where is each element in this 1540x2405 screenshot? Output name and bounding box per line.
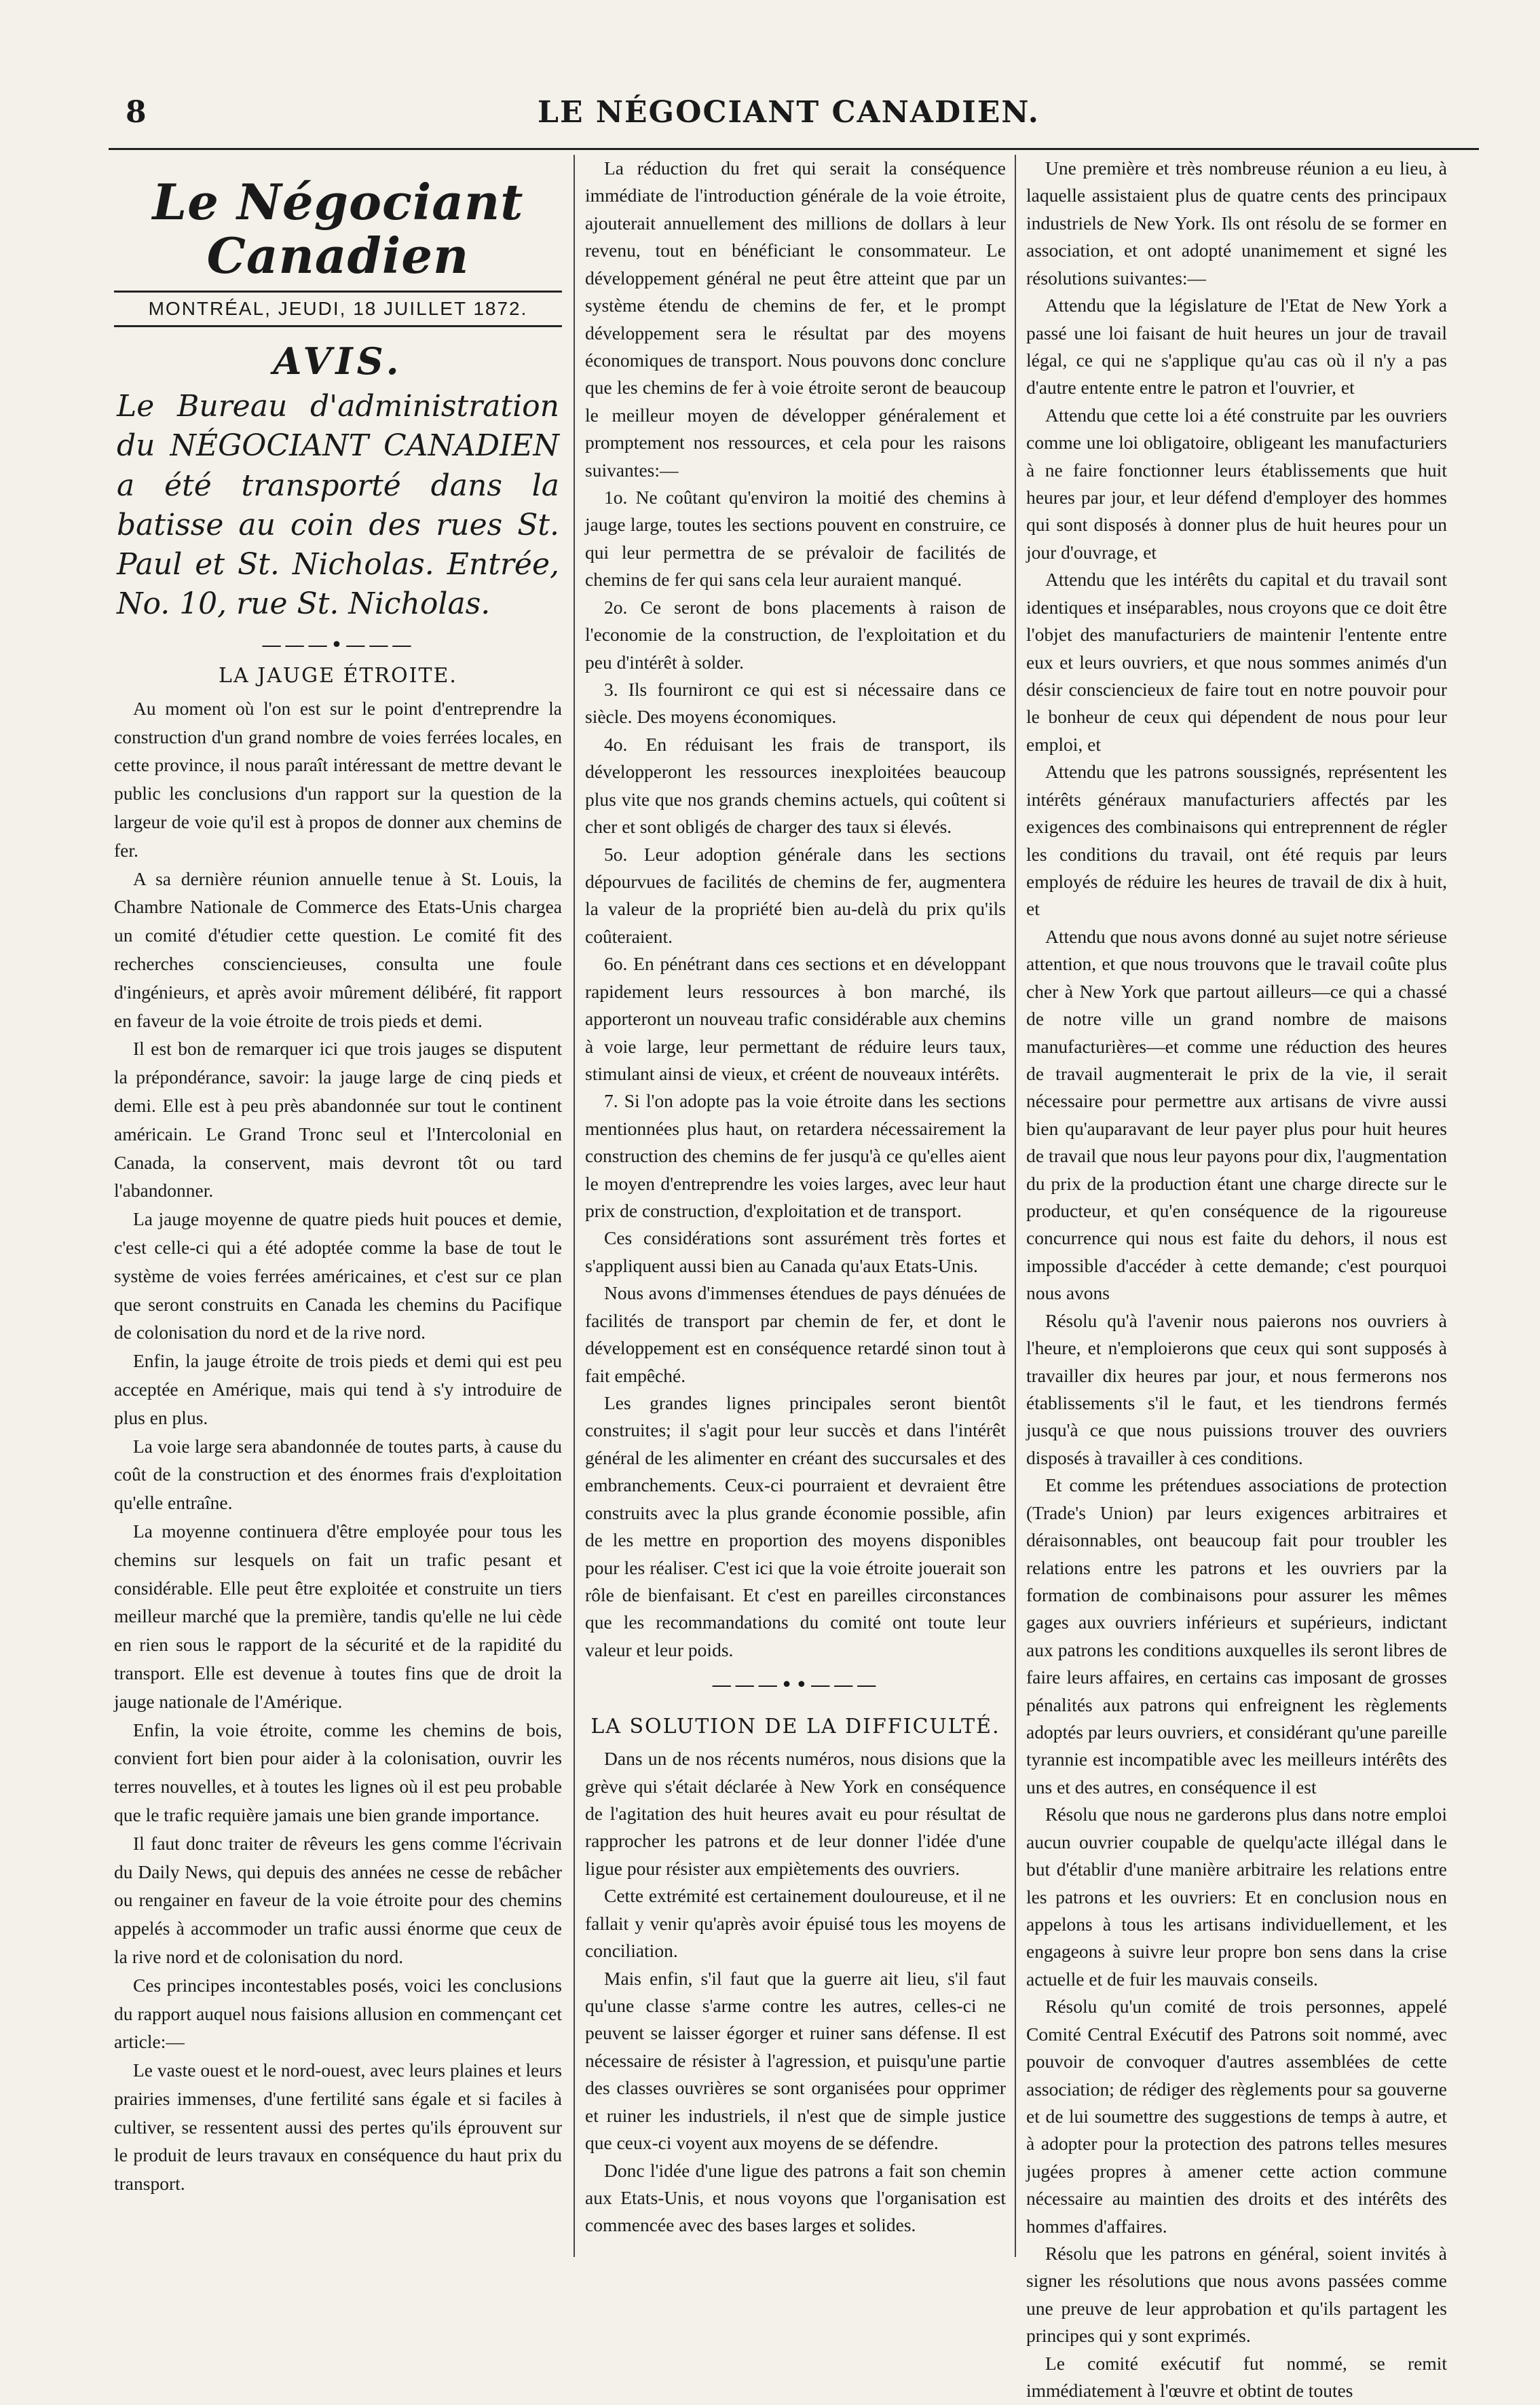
paragraph: Attendu que nous avons donné au sujet notre sérieuse attention, et que nous trouvons que le travail coûte plus cher à New York que partout ailleurs—ce qui a chassé de notre ville un grand nombre de maisons manufacturières—et comme une réduction des heures de travail augmenterait le prix de la vie, il serait nécessaire pour permettre aux artisans de vivre aussi bien qu'auparavant de leur payer plus pour huit heures de travail que nous leur payons pour dix, l'augmentation du prix de la production étant une charge directe sur le producteur, et qu'en conséquence de la rigoureuse concurrence qui nous est faite du dehors, il nous est impossible d'accéder à cette demande; c'est pourquoi nous avons (1026, 925, 1447, 1304)
paragraph: Nous avons d'immenses étendues de pays dénuées de facilités de transport par chemin de fer, et dont le développement est en conséquence retardé sinon tout à fait empêché. (585, 1282, 1006, 1386)
column-1 (114, 155, 562, 2257)
article-body-continued (585, 155, 1006, 1664)
paragraph: 3. Ils fourniront ce qui est si nécessaire dans ce siècle. Des moyens économiques. (585, 679, 1006, 728)
article-body (585, 1745, 1006, 2239)
paragraph: La jauge moyenne de quatre pieds huit pouces et demie, c'est celle-ci qui a été adoptée comme la base de tout le système de voies ferrées américaines, et c'est sur ce plan que seront construits en Canada les chemins du Pacifique de colonisation du nord et de la rive nord. (114, 1208, 562, 1343)
paragraph: Au moment où l'on est sur le point d'entreprendre la construction d'un grand nombre de voies ferrées locales, en cette province, il nous paraît intéressant de mettre devant le public les conclusions d'un rapport sur la question de la largeur de voie qu'il est à propos de donner aux chemins de fer. (114, 697, 562, 861)
paragraph: Ces principes incontestables posés, voici les conclusions du rapport auquel nous faisions allusion en commençant cet article:— (114, 1974, 562, 2053)
paragraph: Enfin, la jauge étroite de trois pieds et demi qui est peu acceptée en Amérique, mais qui tend à s'y introduire de plus en plus. (114, 1350, 562, 1428)
paragraph: 4o. En réduisant les frais de transport, ils développeront les ressources inexploitées beaucoup plus vite que nos grands chemins actuels, qui coûtent si cher et sont obligés de charger des taux si élevés. (585, 733, 1006, 838)
running-header (119, 95, 1459, 143)
paragraph: A sa dernière réunion annuelle tenue à St. Louis, la Chambre Nationale de Commerce des Etats-Unis chargea un comité d'étudier cette question. Le comité fit des recherches consciencieuses, consulta une foule d'ingénieurs, et après avoir mûrement délibéré, fit rapport en faveur de la voie étroite de trois pieds et demi. (114, 868, 562, 1031)
column-3 (1026, 155, 1447, 2402)
paragraph: Attendu que la législature de l'Etat de New York a passé une loi faisant de huit heures un jour de travail légal, ce qui ne s'applique qu'au cas où il n'y a pas d'autre entente entre le patron et l'ouvrier, et (1026, 295, 1447, 398)
paragraph: 6o. En pénétrant dans ces sections et en développant rapidement leurs ressources à bon marché, ils apporteront un nouveau trafic considérable aux chemins à voie large, leur permettant de réduire leurs taux, stimulant ainsi de vieux, et créent de nouveaux intérêts. (585, 953, 1006, 1084)
article-title: LA SOLUTION DE LA DIFFICULTÉ. (590, 1715, 1000, 1739)
paragraph: Attendu que cette loi a été construite par les ouvriers comme une loi obligatoire, obligeant les manufacturiers à ne faire fonctionner leurs établissements que huit heures par jour, et leur défend d'employer des hommes qui sont disposés à donner plus de huit heures pour un jour d'ouvrage, et (1026, 404, 1447, 563)
paragraph: Enfin, la voie étroite, comme les chemins de bois, convient fort bien pour aider à la colonisation, ouvrir les terres nouvelles, et à toutes les lignes où il est peu probable que le trafic requière jamais une bien grande importance. (114, 1719, 562, 1825)
paragraph: La moyenne continuera d'être employée pour tous les chemins sur lesquels on fait un trafic pesant et considérable. Elle peut être exploitée et construite un tiers meilleur marché que la première, tandis qu'elle ne lui cède en rien sous le rapport de la sécurité et de la rapidité du transport. Elle est devenue à toutes fins que de droit la jauge nationale de l'Amérique. (114, 1520, 562, 1712)
paragraph: Et comme les prétendues associations de protection (Trade's Union) par leurs exigences arbitraires et déraisonnables, ont beaucoup fait pour troubler les relations entre les patrons et les ouvriers par la formation de combinaisons pour assurer les mêmes gages aux ouvriers inférieurs et supérieurs, indictant aux patrons les conditions auxquelles ils seront libres de faire leurs affaires, en certains cas imposant de grosses pénalités aux patrons qui enfreignent les règlements adoptés par leurs ouvriers, et considérant qu'une pareille tyrannie est incompatible avec les meilleurs intérêts des uns et des autres, en conséquence il est (1026, 1474, 1447, 1797)
paragraph: Résolu que les patrons en général, soient invités à signer les résolutions que nous avons passées comme une preuve de leur approbation et qu'ils partagent les principes qui y sont exprimés. (1026, 2243, 1447, 2347)
separator: ———•——— (261, 633, 415, 657)
paragraph: 2o. Ce seront de bons placements à raison de l'economie de la construction, de l'exploitation et du peu d'intérêt à solder. (585, 596, 1006, 673)
paragraph: 5o. Leur adoption générale dans les sections dépourvues de facilités de chemins de fer, augmentera la valeur de la propriété bien au-delà du prix qu'ils coûteraient. (585, 843, 1006, 947)
paragraph: Le vaste ouest et le nord-ouest, avec leurs plaines et leurs prairies immenses, d'une fertilité sans égale et si faciles à cultiver, se ressentent aussi des pertes qu'ils éprouvent sur le produit de leurs travaux en conséquence du haut prix du transport. (114, 2059, 562, 2195)
separator: ———••——— (711, 1673, 880, 1698)
column-divider (1015, 155, 1016, 2257)
article-title: LA JAUGE ÉTROITE. (219, 663, 457, 688)
avis-notice: Le Bureau d'administration du NÉGOCIANT CANADIEN a été transporté dans la batisse au coin des rues St. Paul et St. Nicholas. Entrée, No. 10, rue St. Nicholas. (117, 389, 559, 621)
paragraph: Résolu que nous ne garderons plus dans notre emploi aucun ouvrier coupable de quelqu'acte illégal dans le but d'établir d'une manière arbitraire les relations entre les patrons et les ouvriers: Et en conclusion nous en appelons à tous les artisans individuellement, et les engageons à suivre leur propre bon sens dans la crise actuelle et de fuir les mauvais conseils. (1026, 1804, 1447, 1990)
paragraph: Cette extrémité est certainement douloureuse, et il ne fallait y venir qu'après avoir épuisé tous les moyens de conciliation. (585, 1885, 1006, 1962)
column-2 (585, 155, 1006, 2257)
paragraph: Résolu qu'un comité de trois personnes, appelé Comité Central Exécutif des Patrons soit nommé, avec pouvoir de convoquer d'autres assemblées de cette association; de rédiger des règlements pour sa gouverne et de lui soumettre des suggestions de temps à autre, et à adopter pour la protection des patrons telles mesures jugées propres à amener cette action commune nécessaire au maintien des droits et des intérêts des hommes d'affaires. (1026, 1996, 1447, 2237)
paragraph: Il faut donc traiter de rêveurs les gens comme l'écrivain du Daily News, qui depuis des années ne cesse de rebâcher ou rengainer en faveur de la voie étroite pour des chemins appelés à accommoder un trafic aussi énorme que ceux de la rive nord et de colonisation du nord. (114, 1832, 562, 1967)
header-rule (109, 148, 1479, 150)
article-body-continued (1026, 155, 1447, 2405)
avis-heading: AVIS. (273, 339, 403, 384)
masthead-title: Le Négociant Canadien (152, 173, 524, 285)
paragraph: La réduction du fret qui serait la conséquence immédiate de l'introduction générale de la voie étroite, ajouterait annuellement des millions de dollars à leur revenu, tout en bénéficiant le consommateur. Le développement général ne peut être atteint que par un système étendu de chemins de fer, et le prompt développement sera le résultat par des moyens économiques de transport. Nous pouvons donc conclure que les chemins de fer à voie étroite seront de beaucoup le meilleur moyen de développer généralement et promptement nos ressources, et cela pour les raisons suivantes:— (585, 157, 1006, 481)
paragraph: Les grandes lignes principales seront bientôt construites; il s'agit pour leur succès et dans l'intérêt général de les alimenter en créant des succursales et des embranchements. Ceux-ci pourraient et devraient être construits avec la plus grande économie possible, afin de les mettre en proportion des moyens disponibles pour les réaliser. C'est ici que la voie étroite jouerait son rôle de bienfaisant. Et c'est en pareilles circonstances que les recommandations du comité ont toute leur valeur et leur poids. (585, 1392, 1006, 1660)
paragraph: Attendu que les intérêts du capital et du travail sont identiques et inséparables, nous croyons que ce doit être l'objet des manufacturiers de maintenir l'entente entre eux et leurs ouvriers, et que nous sommes animés d'un désir consciencieux de faire tout en notre pouvoir pour le bonheur de ceux qui dépendent de nous pour leur emploi, et (1026, 569, 1447, 755)
paragraph: Mais enfin, s'il faut que la guerre ait lieu, s'il faut qu'une classe s'arme contre les autres, celles-ci ne peuvent se laisser égorger et ruiner sans défense. Il est nécessaire de résister à l'agression, et puisqu'une partie des classes ouvrières se sont organisées pour opprimer et ruiner les industriels, il n'est que de simple justice que ceux-ci voyent aux moyens de se défendre. (585, 1967, 1006, 2154)
paragraph: Le comité exécutif fut nommé, se remit immédiatement à l'œuvre et obtint de toutes (1026, 2352, 1447, 2402)
paragraph: Il est bon de remarquer ici que trois jauges se disputent la prépondérance, savoir: la jauge large de cinq pieds et demi. Elle est à peu près abandonnée sur tout le continent américain. Le Grand Tronc seul et l'Intercolonial en Canada, la conservent, mais devront tôt ou tard l'abandonner. (114, 1038, 562, 1201)
paragraph: Dans un de nos récents numéros, nous disions que la grève qui s'était déclarée à New York en conséquence de l'agitation des huit heures avait eu pour résultat de rapprocher les patrons et de leur donner l'idée d'une ligue pour résister aux empiètements des ouvriers. (585, 1748, 1006, 1879)
paragraph: 7. Si l'on adopte pas la voie étroite dans les sections mentionnées plus haut, on retardera nécessairement la construction des chemins de fer jusqu'à ce qu'elles aient le moyen d'entreprendre les voies larges, avec leur haut prix de construction, d'exploitation et de transport. (585, 1090, 1006, 1222)
paragraph: Donc l'idée d'une ligue des patrons a fait son chemin aux Etats-Unis, et nous voyons que l'organisation est commencée avec des bases larges et solides. (585, 2159, 1006, 2236)
paragraph: Attendu que les patrons soussignés, représentent les intérêts généraux manufacturiers affectés par les exigences des combinaisons qui entreprennent de régler les conditions du travail, ont été requis par leurs employés de réduire les heures de travail de dix à huit, et (1026, 761, 1447, 920)
column-divider (574, 155, 575, 2257)
paragraph: Résolu qu'à l'avenir nous paierons nos ouvriers à l'heure, et n'emploierons que ceux qui sont supposés à travailler dix heures par jour, et nous fermerons nos établissements s'il le faut, et les tiendrons fermés jusqu'à ce que nous puissions trouver des ouvriers disposés à travailler à ces conditions. (1026, 1309, 1447, 1468)
dateline: MONTRÉAL, JEUDI, 18 JUILLET 1872. (114, 291, 562, 327)
page-number: 8 (126, 95, 147, 130)
running-title: LE NÉGOCIANT CANADIEN. (538, 95, 1040, 130)
paragraph: 1o. Ne coûtant qu'environ la moitié des chemins à jauge large, toutes les sections pouvent en construire, ce qui leur permettra de se prévaloir de facilités de chemins de fer qui sans cela leur auraient manqué. (585, 487, 1006, 591)
article-body (114, 694, 562, 2198)
paragraph: Ces considérations sont assurément très fortes et s'appliquent aussi bien au Canada qu'aux Etats-Unis. (585, 1227, 1006, 1276)
paragraph: La voie large sera abandonnée de toutes parts, à cause du coût de la construction et des énormes frais d'exploitation qu'elle entraîne. (114, 1435, 562, 1514)
paragraph: Une première et très nombreuse réunion a eu lieu, à laquelle assistaient plus de quatre cents des principaux industriels de New York. Ils ont résolu de se former en association, et ont adopté unanimement et signé les résolutions suivantes:— (1026, 157, 1447, 288)
